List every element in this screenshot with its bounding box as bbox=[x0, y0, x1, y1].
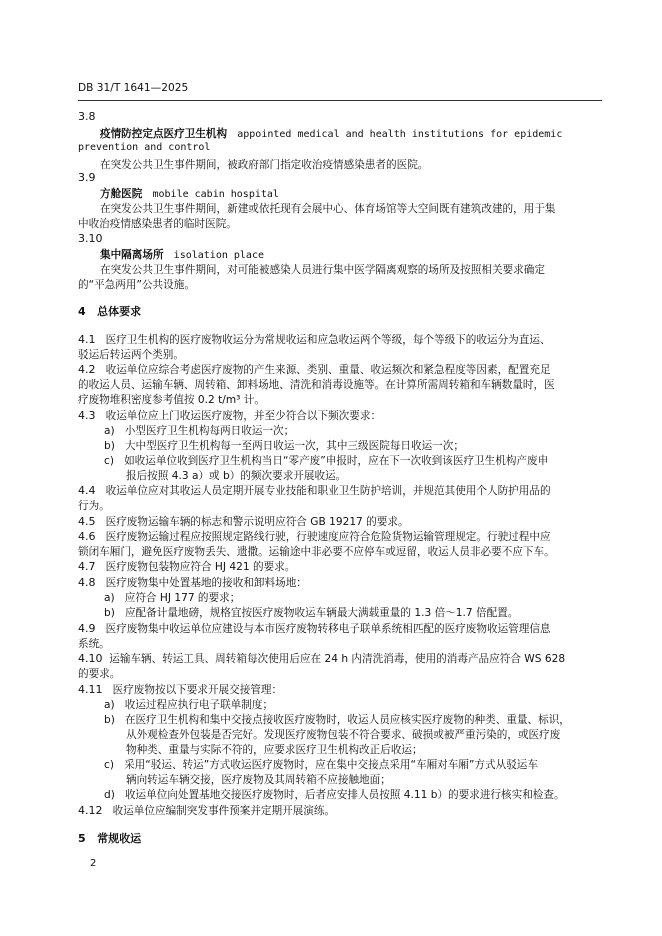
term-number: 3.10 bbox=[78, 232, 103, 245]
term-definition: 在突发公共卫生事件期间，新建或依托现有会展中心、体育场馆等大空间既有建筑改建的，用于集 bbox=[100, 203, 556, 215]
term-zh: 集中隔离场所 bbox=[100, 249, 164, 261]
list-text: 在医疗卫生机构和集中交接点接收医疗废物时，收运人员应核实医疗废物的种类、重量、标识， bbox=[124, 714, 570, 726]
list-item bbox=[104, 712, 570, 727]
list-tag: a) bbox=[104, 425, 115, 437]
list-text: 如收运单位收到医疗卫生机构当日“零产废”申报时，应在下一次收到该医疗卫生机构产废申 bbox=[124, 455, 549, 467]
clause-text: 医疗废物集中收运单位应建设与本市医疗废物转移电子联单系统相匹配的医疗废物收运管理信息 bbox=[105, 623, 551, 635]
clause-number: 4.7 bbox=[78, 560, 96, 573]
list-tag: c) bbox=[104, 759, 114, 771]
term-number: 3.8 bbox=[78, 110, 96, 123]
clause-text-cont: 的收运人员、运输车辆、周转箱、卸料场地、清洗和消毒设施等。在计算所需周转箱和车辆数量时，医 bbox=[78, 379, 555, 391]
clause-4-3 bbox=[78, 408, 381, 423]
list-item bbox=[104, 605, 518, 620]
term-zh: 疫情防控定点医疗卫生机构 bbox=[100, 128, 228, 140]
section-heading bbox=[78, 830, 141, 846]
section-title: 总体要求 bbox=[97, 305, 142, 318]
clause-number: 4.4 bbox=[78, 484, 96, 497]
clause-number: 4.2 bbox=[78, 363, 96, 376]
clause-text: 收运单位应上门收运医疗废物，并至少符合以下频次要求： bbox=[105, 410, 382, 422]
list-text-cont: 辆向转运车辆交接，医疗废物及其周转箱不应接触地面； bbox=[126, 774, 391, 786]
clause-number: 4.3 bbox=[78, 409, 96, 422]
list-text: 应符合 HJ 177 的要求； bbox=[124, 592, 241, 604]
clause-4-7 bbox=[78, 559, 295, 574]
term-heading bbox=[100, 247, 264, 262]
section-title: 常规收运 bbox=[97, 832, 142, 845]
list-tag: b) bbox=[104, 714, 115, 726]
list-item bbox=[104, 697, 273, 712]
list-item bbox=[104, 423, 294, 438]
clause-number: 4.9 bbox=[78, 622, 96, 635]
list-text: 大中型医疗卫生机构每一至两日收运一次，其中三级医院每日收运一次； bbox=[124, 440, 464, 452]
clause-4-11 bbox=[78, 682, 282, 697]
clause-text-cont: 的要求。 bbox=[78, 668, 121, 680]
clause-4-12 bbox=[78, 803, 335, 818]
page-number: 2 bbox=[90, 858, 97, 869]
clause-number: 4.8 bbox=[78, 576, 96, 589]
section-number: 5 bbox=[78, 832, 86, 845]
term-en-continued: prevention and control bbox=[78, 142, 211, 153]
clause-text: 医疗废物包装物应符合 HJ 421 的要求。 bbox=[105, 561, 296, 573]
term-definition: 在突发公共卫生事件期间，对可能被感染人员进行集中医学隔离观察的场所及按照相关要求确定 bbox=[100, 264, 545, 276]
clause-text: 收运单位应对其收运人员定期开展专业技能和职业卫生防护培训，并规范其使用个人防护用品的 bbox=[105, 485, 551, 497]
list-text: 小型医疗卫生机构每两日收运一次； bbox=[124, 425, 295, 437]
list-tag: b) bbox=[104, 440, 115, 452]
clause-text: 医疗废物运输过程应按照规定路线行驶，行驶速度应符合危险货物运输管理规定。行驶过程中应 bbox=[105, 531, 551, 543]
clause-4-4 bbox=[78, 483, 551, 498]
list-item bbox=[104, 757, 538, 772]
list-tag: d) bbox=[104, 789, 115, 801]
clause-text-cont: 疗废物堆积密度参考值按 0.2 t/m³ 计。 bbox=[78, 394, 265, 406]
clause-4-5 bbox=[78, 514, 409, 529]
list-item bbox=[104, 438, 464, 453]
list-text-cont: 从外观检查外包装是否完好。发现医疗废物包装不符合要求、破损或被严重污染的，或医疗废 bbox=[126, 729, 561, 741]
list-text: 收运单位向处置基地交接医疗废物时，后者应安排人员按照 4.11 b）的要求进行核实和检查。 bbox=[124, 789, 565, 801]
term-heading bbox=[100, 126, 562, 141]
clause-number: 4.12 bbox=[78, 804, 103, 817]
header-rule bbox=[78, 100, 602, 101]
term-en: mobile cabin hospital bbox=[152, 189, 279, 200]
clause-text-cont: 行为。 bbox=[78, 500, 110, 512]
list-item bbox=[104, 453, 548, 468]
list-tag: a) bbox=[104, 592, 115, 604]
list-text: 应配备计量地磅，规格宜按医疗废物收运车辆最大满载重量的 1.3 倍～1.7 倍配置。 bbox=[124, 607, 519, 619]
clause-text: 医疗废物集中处置基地的接收和卸料场地： bbox=[105, 577, 307, 589]
list-item bbox=[104, 787, 565, 802]
section-heading bbox=[78, 303, 141, 319]
clause-number: 4.11 bbox=[78, 683, 103, 696]
clause-4-1 bbox=[78, 332, 551, 347]
clause-4-6 bbox=[78, 529, 551, 544]
term-definition-cont: 中收治疫情感染患者的临时医院。 bbox=[78, 218, 237, 230]
clause-text: 运输车辆、转运工具、周转箱每次使用后应在 24 h 内清洗消毒，使用的消毒产品应符合 WS 628 bbox=[109, 653, 566, 665]
clause-number: 4.1 bbox=[78, 333, 96, 346]
list-tag: b) bbox=[104, 607, 115, 619]
list-text: 采用“驳运、转运”方式收运医疗废物时，应在集中交接点采用“车厢对车厢”方式从驳运车 bbox=[124, 759, 538, 771]
clause-number: 4.10 bbox=[78, 652, 103, 665]
list-text: 收运过程应执行电子联单制度； bbox=[124, 699, 274, 711]
list-tag: c) bbox=[104, 455, 114, 467]
clause-4-10 bbox=[78, 651, 565, 666]
clause-text-cont: 系统。 bbox=[78, 638, 110, 650]
clause-text: 医疗卫生机构的医疗废物收运分为常规收运和应急收运两个等级，每个等级下的收运分为直运、 bbox=[105, 334, 551, 346]
clause-text: 医疗废物运输车辆的标志和警示说明应符合 GB 19217 的要求。 bbox=[105, 516, 409, 528]
list-text-cont: 报后按照 4.3 a）或 b）的频次要求开展收运。 bbox=[126, 470, 347, 482]
term-definition-cont: 的“平急两用”公共设施。 bbox=[78, 279, 195, 291]
clause-text-cont: 驳运后转运两个类别。 bbox=[78, 349, 184, 361]
doc-id: DB 31/T 1641—2025 bbox=[78, 82, 189, 94]
clause-number: 4.5 bbox=[78, 515, 96, 528]
clause-4-8 bbox=[78, 575, 307, 590]
clause-4-2 bbox=[78, 362, 551, 377]
list-tag: a) bbox=[104, 699, 115, 711]
clause-text: 医疗废物按以下要求开展交接管理： bbox=[112, 684, 283, 696]
clause-text: 收运单位应编制突发事件预案并定期开展演练。 bbox=[112, 805, 336, 817]
term-en: isolation place bbox=[173, 250, 264, 261]
term-en: appointed medical and health institutions for epidemic bbox=[237, 129, 563, 140]
list-text-cont: 物种类、重量与实际不符的，应要求医疗卫生机构改正后收运； bbox=[126, 744, 423, 756]
clause-text-cont: 锁闭车厢门，避免医疗废物丢失、遗撒。运输途中非必要不应停车或逗留，收运人员非必要不应下车。 bbox=[78, 546, 555, 558]
clause-4-9 bbox=[78, 621, 551, 636]
section-number: 4 bbox=[78, 305, 86, 318]
clause-text: 收运单位应综合考虑医疗废物的产生来源、类别、重量、收运频次和紧急程度等因素，配置充足 bbox=[105, 364, 551, 376]
clause-number: 4.6 bbox=[78, 530, 96, 543]
term-zh: 方舱医院 bbox=[100, 188, 143, 200]
term-definition: 在突发公共卫生事件期间，被政府部门指定收治疫情感染患者的医院。 bbox=[100, 159, 429, 171]
term-number: 3.9 bbox=[78, 171, 96, 184]
term-heading bbox=[100, 186, 279, 201]
list-item bbox=[104, 590, 240, 605]
